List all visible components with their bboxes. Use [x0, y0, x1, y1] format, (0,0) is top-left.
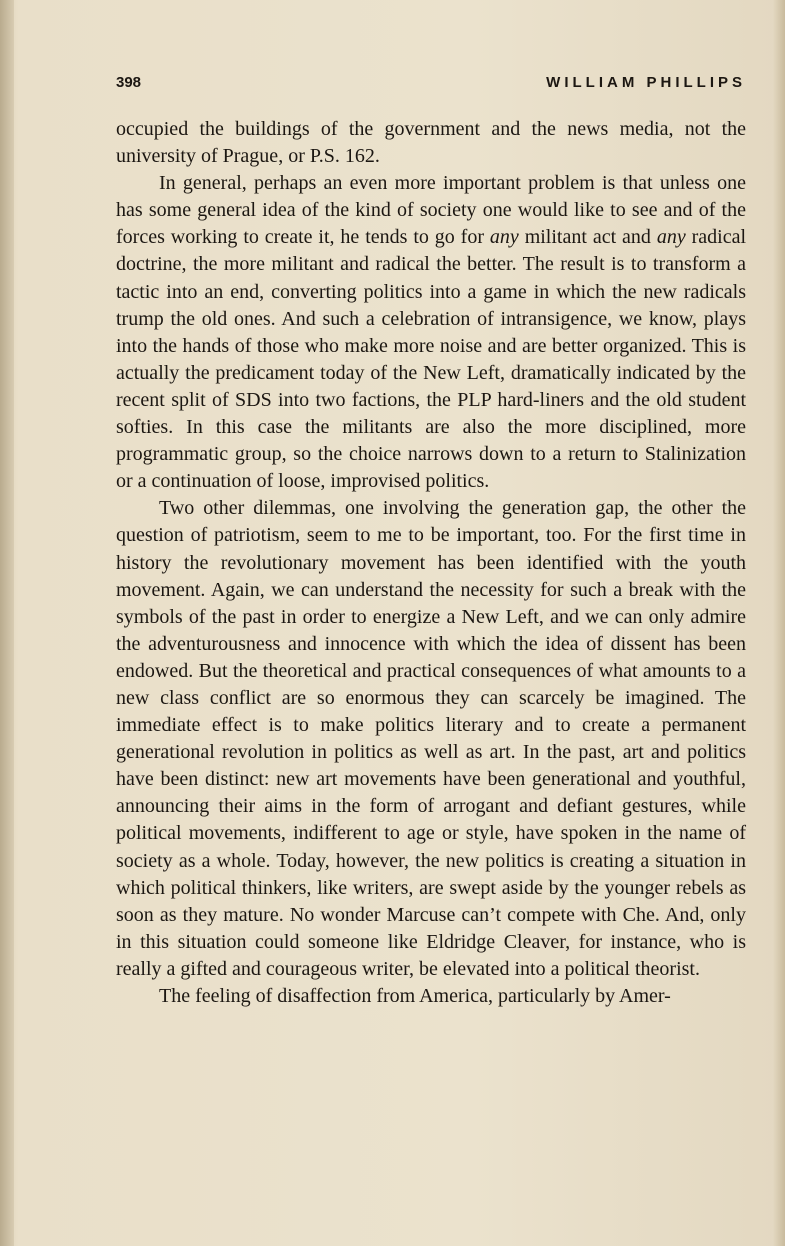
paragraph-2: [116, 170, 746, 495]
italic-text-run: any: [656, 226, 686, 249]
italic-text-run: any: [489, 226, 519, 249]
running-head: WILLIAM PHILLIPS: [546, 74, 746, 91]
page-gutter-shadow: [0, 0, 14, 1246]
text-run: The feeling of disaffection from America, particularly by Amer-: [159, 985, 671, 1007]
page-header: [116, 74, 746, 100]
paragraph-3: [116, 495, 746, 983]
text-run: radical doctrine, the more militant and radical the better. The result is to transform a tactic into an end, converting politics into a game in which the new radicals trump the old ones. And such a celebration of intransigence, we know, plays into the hands of those who make more noise and are better organized. This is actually the predicament today of the New Left, dramatically indicated by the recent split of SDS into two factions, the PLP hard-liners and the old student softies. In this case the militants are also the more disciplined, more programmatic group, so the choice narrows down to a return to Stalinization or a continuation of loose, improvised politics.: [116, 226, 747, 493]
text-run: occupied the buildings of the government and the news media, not the university of Prague, or P.S. 162.: [116, 118, 746, 168]
page-edge-shadow: [773, 0, 785, 1246]
page-number: 398: [116, 74, 142, 91]
paragraph-4: [116, 983, 746, 1010]
text-run: In general, perhaps an even more important problem is that unless one has some general idea of the kind of society one would like to see and of the forces working to create it, he tends to go for: [116, 172, 746, 249]
text-run: Two other dilemmas, one involving the generation gap, the other the question of patriotism, seem to me to be important, too. For the first time in history the revolutionary movement has been identified with the youth movement. Again, we can understand the necessity for such a break with the symbols of the past in order to energize a New Left, and we can only admire the adventurousness and innocence with which the idea of dissent has been endowed. But the theoretical and practical consequences of what amounts to a new class conflict are so enormous they can scarcely be imagined. The immediate effect is to make politics literary and to create a permanent generational revolution in politics as well as art. In the past, art and politics have been distinct: new art movements have been generational and youthful, announcing their aims in the form of arrogant and defiant gestures, while political movements, indifferent to age or style, have spoken in the name of society as a whole. Today, however, the new politics is creating a situation in which political thinkers, like writers, are swept aside by the younger rebels as soon as they mature. No wonder Marcuse can’t compete with Che. And, only in this situation could someone like Eldridge Cleaver, for instance, who is really a gifted and courageous writer, be elevated into a political theorist.: [116, 497, 746, 980]
paragraph-1: [116, 116, 746, 170]
body-text: [116, 116, 746, 1010]
text-run: militant act and: [518, 226, 657, 249]
